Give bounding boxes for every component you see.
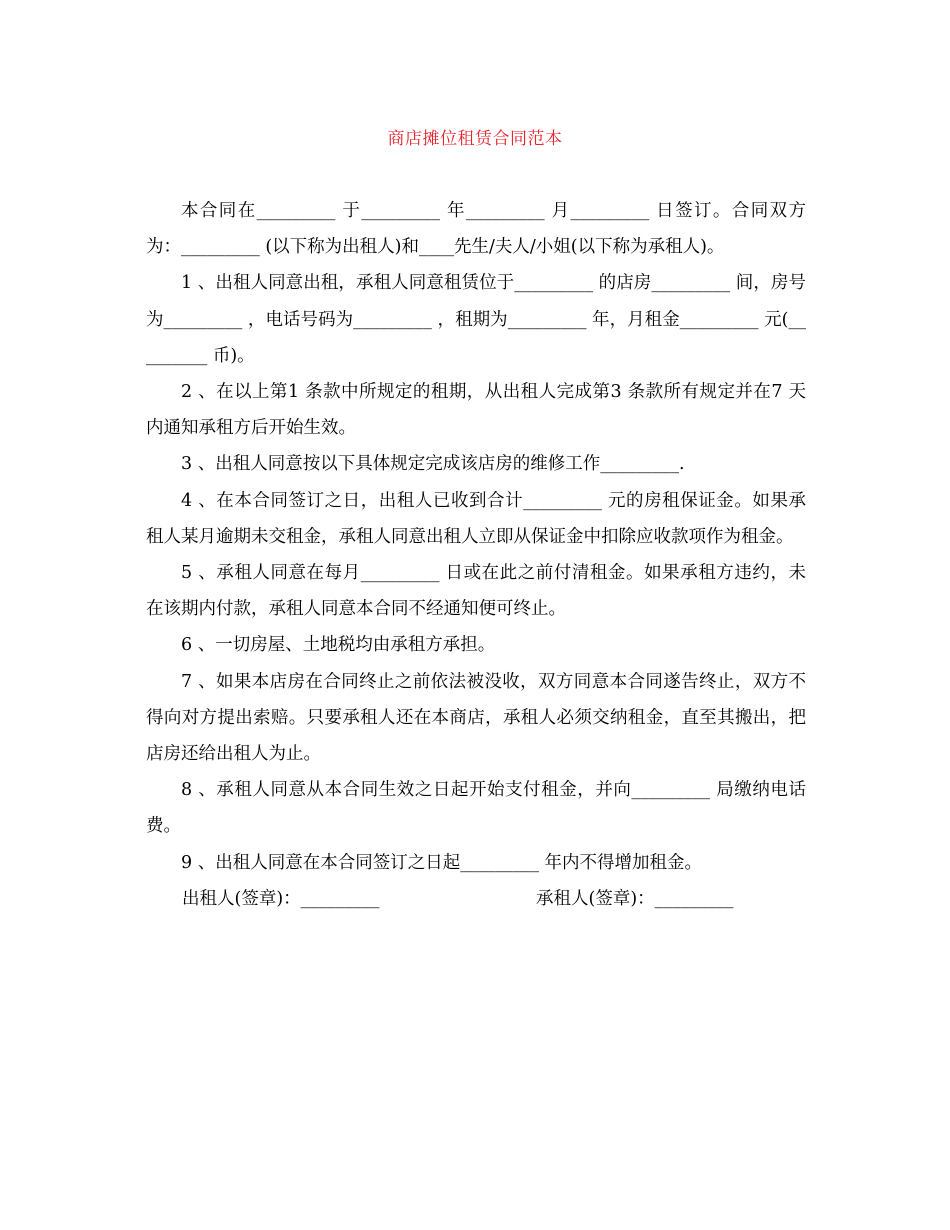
clause-9: 9 、出租人同意在本合同签订之日起_________ 年内不得增加租金。 [181, 852, 703, 873]
clause-3: 3 、出租人同意按以下具体规定完成该店房的维修工作_________. [181, 454, 685, 475]
paragraph-intro: 本合同在_________ 于_________ 年_________ 月_________ 日签订。合同双方为：_________ (以下称为出租人)和____先生/夫人/小姐(以下称为承租人)。 [146, 201, 806, 258]
clause-5: 5 、承租人同意在每月_________ 日或在此之前付清租金。如果承租方违约，未在该期内付款，承租人同意本合同不经通知便可终止。 [146, 563, 806, 620]
document-body [146, 193, 806, 917]
clause-6: 6 、一切房屋、土地税均由承租方承担。 [181, 635, 496, 656]
clause-1: 1 、出租人同意出租，承租人同意租赁位于_________ 的店房_________ 间，房号为_________ ，电话号码为_________ ，租期为_________ 年，月租金_________ 元(_________ 币)。 [146, 273, 806, 366]
lessor-signature-line: 出租人(签章)：_________ [182, 888, 380, 909]
lessee-signature-line: 承租人(签章)：_________ [536, 888, 734, 909]
signature-row [146, 881, 806, 917]
clause-2: 2 、在以上第1 条款中所规定的租期，从出租人完成第3 条款所有规定并在7 天内通知承租方后开始生效。 [146, 382, 806, 439]
clause-4: 4 、在本合同签订之日，出租人已收到合计_________ 元的房租保证金。如果承租人某月逾期未交租金，承租人同意出租人立即从保证金中扣除应收款项作为租金。 [146, 490, 806, 547]
clause-8: 8 、承租人同意从本合同生效之日起开始支付租金，并向_________ 局缴纳电话费。 [146, 780, 806, 837]
document-title: 商店摊位租赁合同范本 [387, 129, 563, 149]
clause-7: 7 、如果本店房在合同终止之前依法被没收，双方同意本合同遂告终止，双方不得向对方提出索赔。只要承租人还在本商店，承租人必须交纳租金，直至其搬出，把店房还给出租人为止。 [146, 671, 806, 765]
